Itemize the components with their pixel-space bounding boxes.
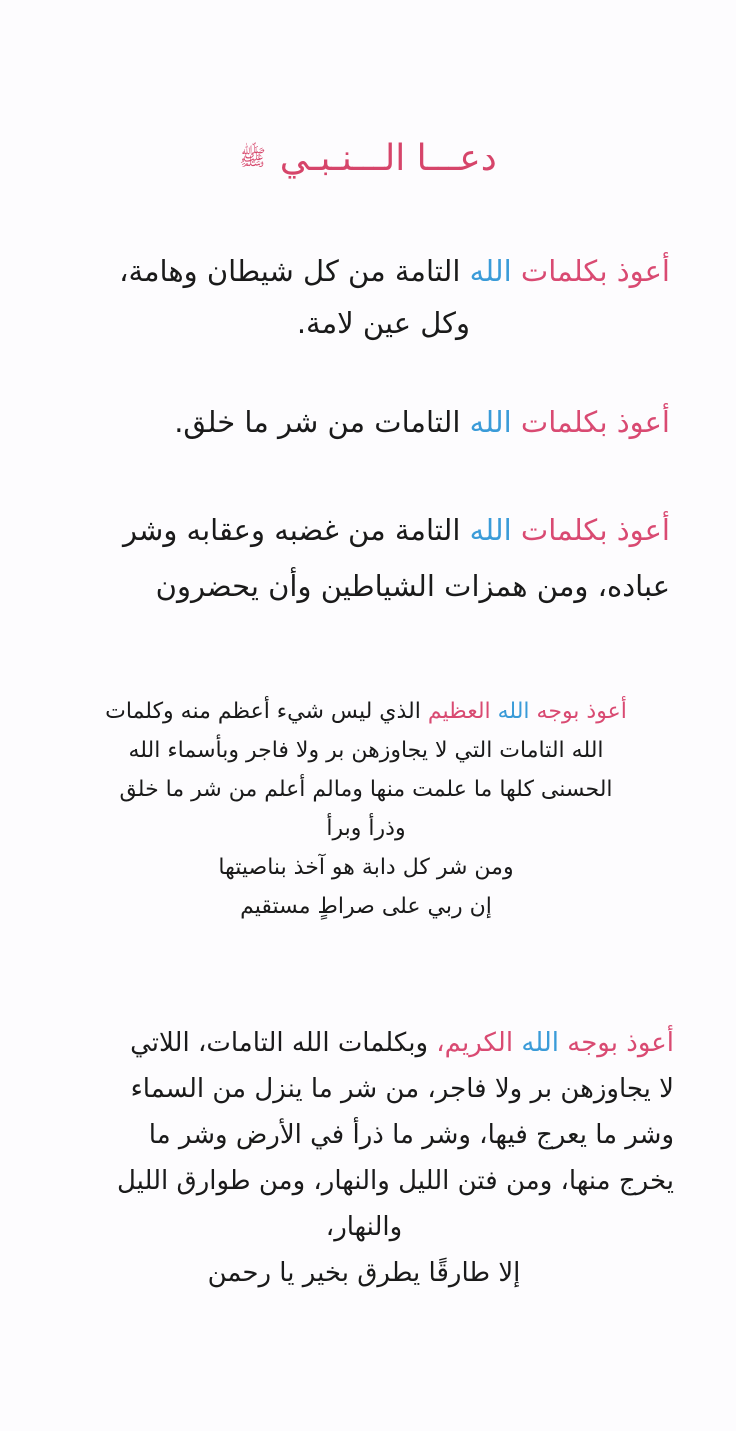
dua-line: ومن شر كل دابة هو آخذ بناصيتها xyxy=(218,855,514,880)
dua-block-5 xyxy=(54,1020,674,1296)
dua-line: وشر ما يعرج فيها، وشر ما ذرأ في الأرض وشر ما xyxy=(148,1120,674,1150)
page-title xyxy=(0,138,736,179)
dua-block-4 xyxy=(56,692,676,926)
dua-line: إن ربي على صراطٍ مستقيم xyxy=(240,894,492,919)
dua-line: وذرأ وبرأ xyxy=(326,816,406,841)
dua-line: أعوذ بكلمات الله التامة من غضبه وعقابه وشر xyxy=(123,513,670,547)
dua-line: وكل عين لامة. xyxy=(296,306,470,340)
dua-line: الحسنى كلها ما علمت منها ومالم أعلم من شر ما خلق xyxy=(119,777,613,802)
title-text: دعـــا الـــنـبـي xyxy=(279,138,497,179)
dua-line: يخرج منها، ومن فتن الليل والنهار، ومن طوارق الليل xyxy=(116,1166,674,1196)
dua-line: إلا طارقًا يطرق بخير يا رحمن xyxy=(207,1258,521,1288)
dua-line: عباده، ومن همزات الشياطين وأن يحضرون xyxy=(155,569,670,603)
dua-line: الله التامات التي لا يجاوزهن بر ولا فاجر وبأسماء الله xyxy=(128,738,604,763)
dua-line: لا يجاوزهن بر ولا فاجر، من شر ما ينزل من السماء xyxy=(130,1074,674,1104)
dua-line: أعوذ بكلمات الله التامة من كل شيطان وهامة، xyxy=(119,254,670,288)
dua-block-3 xyxy=(58,502,670,614)
pbuh-seal-icon: ﷺ xyxy=(239,146,266,171)
dua-line: أعوذ بوجه الله الكريم، وبكلمات الله التامات، اللاتي xyxy=(130,1028,674,1058)
dua-block-1 xyxy=(58,245,670,349)
dua-line: والنهار، xyxy=(325,1212,403,1242)
dua-block-2 xyxy=(58,396,670,448)
dua-line: أعوذ بكلمات الله التامات من شر ما خلق. xyxy=(174,405,670,439)
dua-line: أعوذ بوجه الله العظيم الذي ليس شيء أعظم منه وكلمات xyxy=(105,699,627,724)
